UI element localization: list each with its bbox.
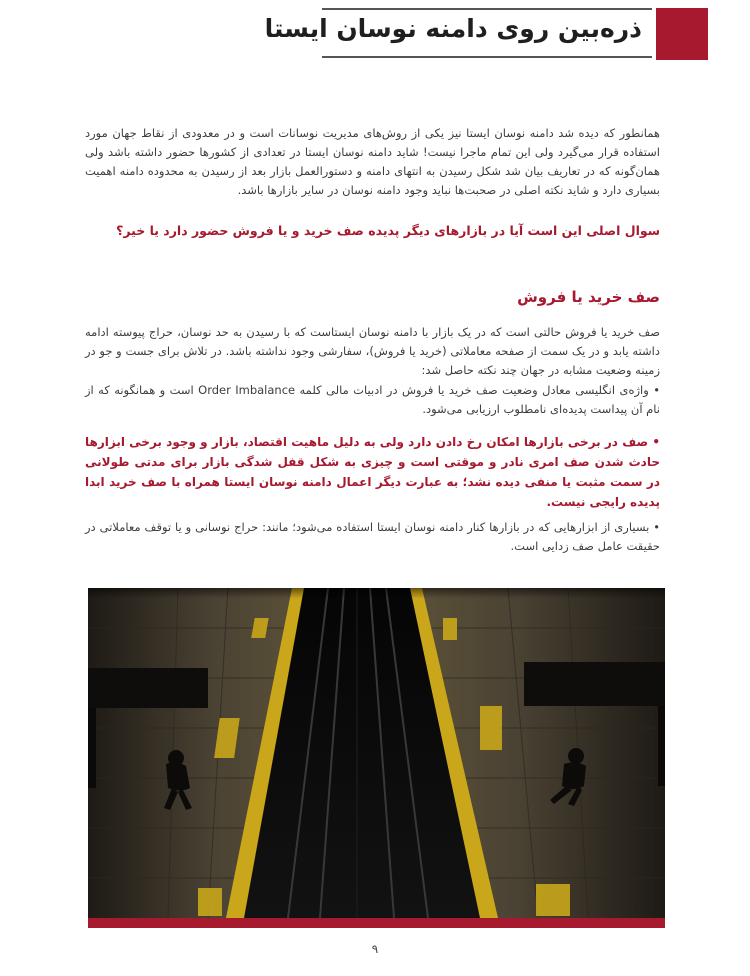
bullet-order-imbalance: • واژه‌ی انگلیسی معادل وضعیت صف خرید یا فروش در ادبیات مالی کلمه Order Imbalance است و همانگونه که از نام آن پیداست پدیده‌ای نامطلوب ارزیابی می‌شود. <box>85 383 660 416</box>
bullet-highlight: • صف در برخی بازارها امکان رخ دادن دارد ولی به دلیل ماهیت اقتصاد، بازار و وجود برخی ابزارها حادث شدن صف امری نادر و موقتی است و چیزی به شکل قفل شدگی بازار برای مدتی طولانی در سمت مثبت یا منفی دیده نشد؛ به عبارت دیگر اعمال دامنه نوسان ایستا همراه با صف خرید ابدا پدیده رایجی نیست. <box>85 435 660 509</box>
subway-station-photo <box>88 588 665 918</box>
bullet-tools: • بسیاری از ابزارهایی که در بازارها کنار دامنه نوسان ایستا استفاده می‌شود؛ مانند: حراج نوسانی و یا توقف معاملاتی در حقیقت عامل صف زدایی است. <box>85 520 660 553</box>
header-accent-block <box>656 8 708 60</box>
section-heading: صف خرید یا فروش <box>517 288 660 306</box>
intro-paragraph: همانطور که دیده شد دامنه نوسان ایستا نیز یکی از روش‌های مدیریت نوسانات است و در معدودی از نقاط جهان مورد استفاده قرار می‌گیرد ولی این تمام ماجرا نیست! شاید دامنه نوسان ایستا در تعدادی از کشورها حضور داشته باشد ولی همان‌گونه که در تعاریف بیان شد شکل رسیدن به انتهای دامنه و دستورالعمل بازار بعد از رسیدن به محدوده دامنه اهمیت بسیاری دارد و شاید نکته اصلی در صحبت‌ها نباید وجود دامنه نوسان در سایر بازارها باشد. <box>85 126 660 197</box>
page-title: ذره‌بین روی دامنه نوسان ایستا <box>264 14 642 43</box>
photo-accent-bar <box>88 918 665 928</box>
page-number: ۹ <box>371 942 379 956</box>
definition-paragraph: صف خرید یا فروش حالتی است که در یک بازار با دامنه نوسان ایستاست که با رسیدن به حد نوسان، حراج پیوسته ادامه داشته یابد و در یک سمت از صفحه معاملاتی (خرید یا فروش)، سفارشی وجود نداشته باشد. در تلاش برای جست و جو در زمینه وضعیت مشابه در جهان چند نکته حاصل شد: <box>85 325 660 377</box>
main-question: سوال اصلی این است آیا در بازارهای دیگر پدیده صف خرید و یا فروش حضور دارد یا خیر؟ <box>116 223 660 238</box>
